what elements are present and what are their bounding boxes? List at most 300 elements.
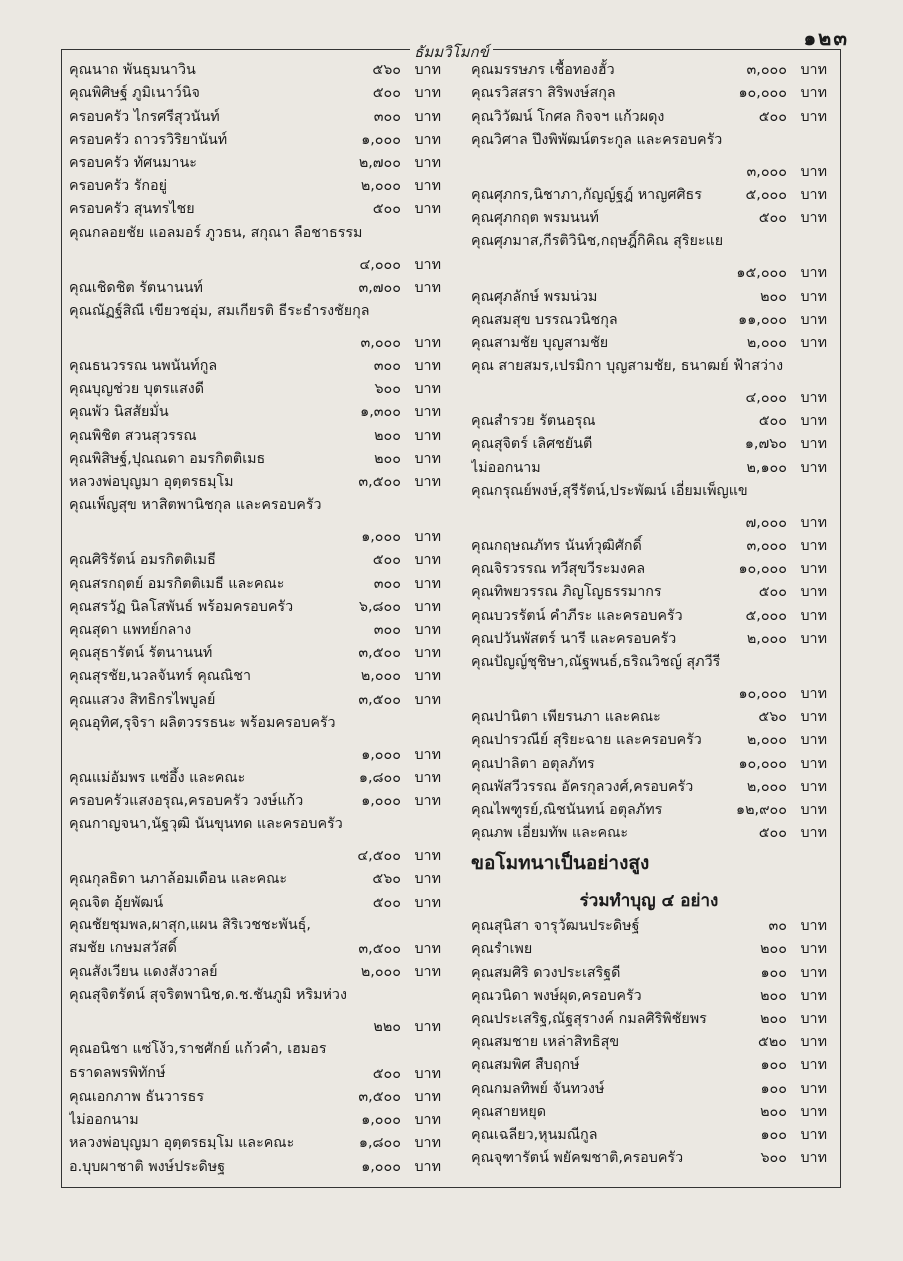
donor-name: ไม่ออกนาม <box>69 1112 139 1129</box>
donation-row <box>471 1053 827 1076</box>
currency-label: บาท <box>414 848 441 865</box>
donation-amount: ๖๐๐ <box>760 1150 787 1167</box>
donation-row <box>471 1076 827 1099</box>
donor-name: คุณเพ็ญสุข หาสิตพานิชกุล และครอบครัว <box>69 497 322 514</box>
currency-label: บาท <box>414 256 441 273</box>
currency-label: บาท <box>414 1158 441 1175</box>
currency-label: บาท <box>800 390 827 407</box>
donation-amount: ๓๐๐ <box>373 358 401 375</box>
donation-row <box>471 557 827 580</box>
donation-amount: ๓,๐๐๐ <box>746 163 787 180</box>
donor-name-line <box>69 493 441 516</box>
currency-label: บาท <box>800 778 827 795</box>
donor-name: คุณณัฏฐ์สิณี เขียวชอุ่ม, สมเกียรติ ธีระธำรงชัยกุล <box>69 302 370 319</box>
donation-amount: ๒,๐๐๐ <box>746 778 787 795</box>
donation-amount: ๒๐๐ <box>374 450 401 467</box>
donor-name: คุณสมสุข บรรณวนิชกุล <box>471 311 618 328</box>
currency-label: บาท <box>414 427 441 444</box>
donor-name: คุณกุลธิดา นภาล้อมเดือน และคณะ <box>69 871 288 888</box>
currency-label: บาท <box>800 1034 827 1051</box>
donation-row <box>471 960 827 983</box>
donation-amount-line <box>69 244 441 276</box>
donation-amount: ๕๐๐ <box>372 552 401 569</box>
currency-label: บาท <box>414 62 441 79</box>
donation-amount: ๕๐๐ <box>758 108 787 125</box>
donor-name: คุณสมพิศ สืบฤกษ์ <box>471 1057 580 1074</box>
currency-label: บาท <box>800 987 827 1004</box>
currency-label: บาท <box>800 413 827 430</box>
donation-row <box>471 627 827 650</box>
donor-name: คุณกลอยชัย แอลมอร์ ภูวธน, สกุณา ลือชาธรรม <box>69 224 363 241</box>
currency-label: บาท <box>414 668 441 685</box>
right-column <box>471 58 827 1169</box>
donation-amount: ๒,๐๐๐ <box>360 964 401 981</box>
donation-row <box>471 308 827 331</box>
donor-name: คุณสรกฤตย์ อมรกิตติเมธี และคณะ <box>69 575 285 592</box>
currency-label: บาท <box>414 964 441 981</box>
donor-name: ครอบครัว ไกรศรีสุวนันท์ <box>69 108 220 125</box>
donor-name: คุณเอกภาพ ธันวารธร <box>69 1088 205 1105</box>
currency-label: บาท <box>414 793 441 810</box>
currency-label: บาท <box>414 645 441 662</box>
donation-row <box>69 128 441 151</box>
donation-amount: ๑๐๐ <box>760 964 787 981</box>
donation-row <box>471 914 827 937</box>
donation-amount: ๑๑,๐๐๐ <box>738 311 787 328</box>
donation-amount: ๔,๕๐๐ <box>357 848 401 865</box>
donor-name: คุณเชิดชิต รัตนานนท์ <box>69 279 203 296</box>
donation-amount: ๒,๑๐๐ <box>746 459 787 476</box>
donor-name: คุณนาถ พันธุมนาวิน <box>69 62 196 79</box>
donation-row <box>69 548 441 571</box>
donation-amount: ๓,๐๐๐ <box>360 334 401 351</box>
donation-row <box>471 534 827 557</box>
donation-amount: ๓,๕๐๐ <box>358 941 401 958</box>
donor-name: ครอบครัวแสงอรุณ,ครอบครัว วงษ์แก้ว <box>69 793 304 810</box>
currency-label: บาท <box>800 1103 827 1120</box>
donation-amount: ๕๐๐ <box>372 894 401 911</box>
donor-name: คุณสุดา แพทย์กลาง <box>69 621 192 638</box>
currency-label: บาท <box>800 685 827 702</box>
donation-amount: ๒๒๐ <box>373 1019 401 1036</box>
donor-name: คุณไพฑูรย์,ณิชนันทน์ อตุลภัทร <box>471 801 663 818</box>
donor-name-line <box>471 128 827 151</box>
donation-amount: ๓๐๐ <box>373 575 401 592</box>
donation-row-multiline <box>69 1038 441 1084</box>
currency-label: บาท <box>800 709 827 726</box>
currency-label: บาท <box>414 598 441 615</box>
donation-row <box>69 104 441 127</box>
currency-label: บาท <box>414 404 441 421</box>
donation-amount: ๓๐๐ <box>373 108 401 125</box>
donation-amount: ๕๐๐ <box>372 201 401 218</box>
donation-row <box>69 400 441 423</box>
donor-name: คุณสำรวย รัตนอรุณ <box>471 413 596 430</box>
donation-row <box>471 775 827 798</box>
donation-amount-line <box>471 673 827 705</box>
donation-amount: ๒๐๐ <box>374 427 401 444</box>
donor-name: ครอบครัว รักอยู่ <box>69 178 168 195</box>
currency-label: บาท <box>800 538 827 554</box>
donation-row <box>69 470 441 493</box>
donation-amount: ๒๐๐ <box>760 987 787 1004</box>
donation-row <box>69 595 441 618</box>
donation-amount: ๓,๐๐๐ <box>746 62 787 79</box>
donation-amount: ๑๐๐ <box>760 1080 787 1097</box>
donation-row <box>471 81 827 104</box>
donation-amount: ๑,๗๖๐ <box>744 436 787 453</box>
donation-amount: ๑๐๐ <box>760 1126 787 1143</box>
currency-label: บาท <box>414 381 441 398</box>
donation-row <box>69 641 441 664</box>
currency-label: บาท <box>800 825 827 842</box>
donor-name-line <box>471 229 827 252</box>
currency-label: บาท <box>414 1088 441 1105</box>
donation-row <box>69 197 441 220</box>
donation-row <box>69 687 441 710</box>
donation-row <box>471 206 827 229</box>
donor-name-line <box>471 650 827 673</box>
donation-row <box>471 580 827 603</box>
donation-amount: ๕๖๐ <box>758 709 787 726</box>
donation-row <box>69 151 441 174</box>
donation-row <box>471 183 827 206</box>
donation-row <box>471 984 827 1007</box>
donation-row <box>69 766 441 789</box>
donor-name: คุณจุฑารัตน์ พยัคฆชาติ,ครอบครัว <box>471 1150 684 1167</box>
currency-label: บาท <box>800 584 827 601</box>
donation-amount: ๕๐๐ <box>372 85 401 102</box>
donation-row <box>471 1123 827 1146</box>
donation-row <box>69 1131 441 1154</box>
donor-name: คุณทิพยวรรณ ภิญโญธรรมากร <box>471 584 662 601</box>
donor-name: คุณวิศาล ปึงพิพัฒน์ตระกูล และครอบครัว <box>471 131 723 148</box>
donation-amount: ๕๖๐ <box>372 871 401 888</box>
donation-amount: ๕๐๐ <box>758 413 787 430</box>
currency-label: บาท <box>414 1065 441 1082</box>
donation-amount: ๕๐๐ <box>758 825 787 842</box>
currency-label: บาท <box>414 529 441 546</box>
donation-amount: ๕,๐๐๐ <box>745 186 787 203</box>
donor-name: คุณสมศิริ ดวงประเสริฐดี <box>471 964 621 981</box>
currency-label: บาท <box>800 108 827 125</box>
donor-name-line <box>69 220 441 243</box>
donor-name: คุณปารวณีย์ สุริยะฉาย และครอบครัว <box>471 732 702 749</box>
donation-row <box>471 1007 827 1030</box>
donation-row <box>471 705 827 728</box>
donation-amount: ๑,๘๐๐ <box>358 769 401 786</box>
donation-row <box>69 447 441 470</box>
donation-amount: ๑,๓๐๐ <box>360 404 401 421</box>
currency-label: บาท <box>414 201 441 218</box>
donation-amount-line <box>471 502 827 534</box>
donor-name: คุณอุทิศ,รุจิรา ผลิตวรรธนะ พร้อมครอบครัว <box>69 714 336 731</box>
donation-amount: ๕๖๐ <box>372 62 401 79</box>
currency-label: บาท <box>800 941 827 958</box>
donation-row <box>471 284 827 307</box>
donor-name-line <box>69 711 441 734</box>
donation-row <box>69 789 441 812</box>
currency-label: บาท <box>414 85 441 102</box>
donor-name: คุณศุภมาส,กีรติวินิช,กฤษฎิ์กิคิณ สุริยะแย <box>471 233 724 250</box>
donor-name: คุณสุรชัย,นวลจันทร์ คุณณิชา <box>69 668 252 685</box>
donor-name: คุณจิต อุ้ยพัฒน์ <box>69 894 164 911</box>
donation-row <box>69 867 441 890</box>
donor-name: คุณภพ เอี่ยมทัพ และคณะ <box>471 825 629 842</box>
donor-name: คุณบุญช่วย บุตรแสงดี <box>69 381 204 398</box>
donation-row <box>69 276 441 299</box>
donation-row <box>471 331 827 354</box>
donation-amount: ๗,๐๐๐ <box>745 514 787 531</box>
thanks-heading: ขอโมทนาเป็นอย่างสูง <box>471 852 650 875</box>
donation-amount-line <box>471 151 827 183</box>
donation-row-multiline <box>69 914 441 960</box>
page-number: ๑๒๓ <box>803 26 849 50</box>
header-title <box>0 40 903 64</box>
currency-label: บาท <box>414 334 441 351</box>
donor-name: คุณศิริรัตน์ อมรกิตติเมธี <box>69 552 216 569</box>
currency-label: บาท <box>800 210 827 227</box>
currency-label: บาท <box>414 154 441 171</box>
currency-label: บาท <box>800 1057 827 1074</box>
donation-row <box>69 174 441 197</box>
donor-name: คุณสามชัย บุญสามชัย <box>471 334 609 351</box>
currency-label: บาท <box>800 918 827 935</box>
currency-label: บาท <box>800 311 827 328</box>
donor-name: อ.บุบผาชาติ พงษ์ประดิษฐ <box>69 1158 226 1175</box>
donation-amount: ๑๐,๐๐๐ <box>738 755 787 772</box>
donation-row <box>69 571 441 594</box>
donation-amount: ๑,๐๐๐ <box>361 793 401 810</box>
currency-label: บาท <box>800 801 827 818</box>
donation-amount: ๑๐,๐๐๐ <box>738 85 787 102</box>
currency-label: บาท <box>414 279 441 296</box>
donation-amount: ๕,๐๐๐ <box>745 607 787 624</box>
donor-name: คุณรวิสสรา สิริพงษ์สกุล <box>471 85 616 102</box>
donor-name: คุณจิรวรรณ ทวีสุขวีระมงคล <box>471 561 646 578</box>
donation-amount: ๖,๘๐๐ <box>358 598 401 615</box>
donor-name: คุณสังเวียน แดงสังวาลย์ <box>69 964 218 981</box>
currency-label: บาท <box>800 288 827 305</box>
currency-label: บาท <box>800 334 827 351</box>
donation-row <box>69 354 441 377</box>
currency-label: บาท <box>800 732 827 749</box>
donation-amount: ๒๐๐ <box>760 941 787 958</box>
donor-name: คุณแม่อัมพร แซ่อึ้ง และคณะ <box>69 769 246 786</box>
currency-label: บาท <box>414 871 441 888</box>
donation-row <box>471 432 827 455</box>
donation-amount: ๑,๐๐๐ <box>361 529 401 546</box>
currency-label: บาท <box>800 1011 827 1027</box>
donor-name: คุณกาญจนา,นัฐวุฒิ นันขุนทด และครอบครัว <box>69 816 343 833</box>
donor-name: คุณแสวง สิทธิกรไพบูลย์ <box>69 691 216 708</box>
currency-label: บาท <box>414 108 441 125</box>
donation-amount: ๑๐,๐๐๐ <box>738 685 787 702</box>
donation-amount: ๒๐๐ <box>760 288 787 305</box>
currency-label: บาท <box>800 163 827 180</box>
currency-label: บาท <box>800 1080 827 1097</box>
donation-row <box>471 1146 827 1169</box>
currency-label: บาท <box>800 607 827 624</box>
donor-name: คุณธนวรรณ นพนันท์กูล <box>69 358 218 375</box>
donor-name: คุณสุจิตรัตน์ สุจริตพานิช,ด.ช.ชันภูมิ หริมห่วง <box>69 987 347 1004</box>
currency-label: บาท <box>414 1112 441 1129</box>
donation-amount: ๓๐ <box>768 918 787 935</box>
donation-amount: ๑,๘๐๐ <box>358 1135 401 1152</box>
currency-label: บาท <box>800 62 827 79</box>
donor-name: คุณสุจิตร์ เลิศชยันตี <box>471 436 593 453</box>
donor-name: คุณศุภกฤต พรมนนท์ <box>471 210 599 227</box>
donor-name: คุณประเสริฐ,ณัฐสุรางค์ กมลศิริพิชัยพร <box>471 1011 707 1027</box>
donation-amount: ๔,๐๐๐ <box>745 390 787 407</box>
donation-row <box>471 104 827 127</box>
donation-amount: ๑,๐๐๐ <box>361 746 401 763</box>
donor-name: ครอบครัว สุนทรไชย <box>69 201 195 218</box>
donation-amount: ๓,๕๐๐ <box>358 474 401 490</box>
donation-amount: ๑๒,๙๐๐ <box>736 801 787 818</box>
donor-name: คุณวนิดา พงษ์ผุด,ครอบครัว <box>471 987 642 1004</box>
donation-row <box>69 960 441 983</box>
donation-amount: ๕๐๐ <box>758 210 787 227</box>
currency-label: บาท <box>414 1135 441 1152</box>
donation-row <box>471 1030 827 1053</box>
donor-name-line <box>69 983 441 1006</box>
donor-name: คุณเฉลียว,หุนมณีกูล <box>471 1126 598 1143</box>
donation-row <box>69 618 441 641</box>
donation-row <box>471 455 827 478</box>
donation-amount: ๑,๐๐๐ <box>361 1112 401 1129</box>
donation-amount: ๒,๐๐๐ <box>360 178 401 195</box>
donor-name: คุณปานิตา เพียรนภา และคณะ <box>471 709 661 726</box>
currency-label: บาท <box>414 358 441 375</box>
donor-name: คุณกฤษณภัทร นันท์วุฒิศักดิ์ <box>471 538 642 554</box>
donation-amount: ๖๐๐ <box>374 381 401 398</box>
currency-label: บาท <box>800 85 827 102</box>
donation-row <box>471 937 827 960</box>
donation-row <box>471 728 827 751</box>
currency-label: บาท <box>414 178 441 195</box>
donor-name: คุณสายหยุด <box>471 1103 547 1120</box>
currency-label: บาท <box>414 621 441 638</box>
donor-name: คุณชัยชุมพล,ผาสุก,แผน สิริเวชชะพันธุ์, สมชัย เกษมสวัสดิ์ <box>69 916 311 956</box>
currency-label: บาท <box>414 691 441 708</box>
donation-amount: ๕๒๐ <box>758 1034 787 1051</box>
donation-row <box>471 751 827 774</box>
donation-amount: ๒,๐๐๐ <box>746 732 787 749</box>
currency-label: บาท <box>800 630 827 647</box>
donor-name: คุณพิชิต สวนสุวรรณ <box>69 427 197 444</box>
currency-label: บาท <box>414 575 441 592</box>
donor-name: ครอบครัว ทัศนมานะ <box>69 154 197 171</box>
currency-label: บาท <box>414 131 441 148</box>
donation-amount: ๑๐,๐๐๐ <box>738 561 787 578</box>
donor-name-line <box>69 812 441 835</box>
donation-amount: ๑,๐๐๐ <box>361 1158 401 1175</box>
currency-label: บาท <box>800 755 827 772</box>
currency-label: บาท <box>800 186 827 203</box>
currency-label: บาท <box>800 265 827 282</box>
donor-name: คุณกรุณย์พงษ์,สุรีรัตน์,ประพัฒน์ เอี่ยมเพ็ญแข <box>471 482 748 499</box>
donor-name: คุณวิวัฒน์ โกศล กิจจฯ แก้วผดุง <box>471 108 665 125</box>
currency-label: บาท <box>414 941 441 958</box>
donor-name: คุณปัญญ์ชุชิษา,ณัฐพนธ์,ธริณวิชญ์ สุภวีรี <box>471 653 721 670</box>
donor-name: ไม่ออกนาม <box>471 459 541 476</box>
donation-amount-line <box>69 516 441 548</box>
donation-amount: ๓,๐๐๐ <box>746 538 787 554</box>
donation-row <box>69 1108 441 1131</box>
currency-label: บาท <box>800 561 827 578</box>
donor-name: คุณสุนิสา จารุวัฒนประดิษฐ์ <box>471 918 640 935</box>
donation-amount: ๓,๕๐๐ <box>358 691 401 708</box>
donor-name: คุณรำเพย <box>471 941 533 958</box>
donation-amount-line <box>69 1006 441 1038</box>
currency-label: บาท <box>414 552 441 569</box>
donation-amount: ๒,๐๐๐ <box>746 630 787 647</box>
donation-amount: ๒๐๐ <box>760 1103 787 1120</box>
header-title-text: ธัมมวิโมกข์ <box>410 43 493 61</box>
donation-amount: ๒,๗๐๐ <box>358 154 401 171</box>
donation-amount: ๓๐๐ <box>373 621 401 638</box>
donor-name: คุณสรวัฏ นิลโสพันธ์ พร้อมครอบครัว <box>69 598 294 615</box>
donor-name: คุณพัสวีวรรณ อัครกุลวงศ์,ครอบครัว <box>471 778 694 795</box>
donation-amount-line <box>69 322 441 354</box>
donor-name: คุณบวรรัตน์ คำภีระ และครอบครัว <box>471 607 683 624</box>
currency-label: บาท <box>800 436 827 453</box>
currency-label: บาท <box>414 450 441 467</box>
donor-name: คุณ สายสมร,เปรมิกา บุญสามชัย, ธนาฒย์ ฟ้าสว่าง <box>471 358 784 375</box>
donation-row <box>471 409 827 432</box>
donor-name: คุณพิสิษฐ์,ปุณณดา อมรกิตติเมธ <box>69 450 266 467</box>
donation-row <box>471 603 827 626</box>
donor-name: ครอบครัว ถาวรวิริยานันท์ <box>69 131 228 148</box>
currency-label: บาท <box>414 894 441 911</box>
donor-name: คุณปาลิตา อตุลภัทร <box>471 755 595 772</box>
donation-amount: ๑๕,๐๐๐ <box>736 265 787 282</box>
currency-label: บาท <box>800 459 827 476</box>
donation-amount-line <box>471 377 827 409</box>
donor-name-line <box>471 354 827 377</box>
currency-label: บาท <box>414 769 441 786</box>
donation-amount: ๓,๕๐๐ <box>358 645 401 662</box>
donor-name: คุณสมชาย เหล่าสิทธิสุข <box>471 1034 620 1051</box>
donor-name: หลวงพ่อบุญมา อุตฺตรธมฺโม <box>69 474 234 490</box>
donor-name-line <box>69 299 441 322</box>
donor-name: คุณกมลทิพย์ จันทวงษ์ <box>471 1080 605 1097</box>
donor-name: คุณอนิชา แซ่โง้ว,ราชศักย์ แก้วคำ, เฮมอร ธราดลพรพิทักษ์ <box>69 1041 327 1081</box>
currency-label: บาท <box>800 1150 827 1167</box>
currency-label: บาท <box>800 964 827 981</box>
donation-row <box>471 798 827 821</box>
currency-label: บาท <box>414 1019 441 1036</box>
donation-amount: ๕๐๐ <box>372 1065 401 1082</box>
donation-row <box>69 890 441 913</box>
section-heading: ร่วมทำบุญ ๔ อย่าง <box>579 891 719 912</box>
left-column <box>69 58 441 1178</box>
donation-row <box>471 821 827 844</box>
donation-amount: ๓,๗๐๐ <box>358 279 401 296</box>
donor-name: คุณพิศิษฐ์ ภูมิเนาว์นิจ <box>69 85 200 102</box>
donation-amount-line <box>69 734 441 766</box>
currency-label: บาท <box>414 746 441 763</box>
donor-name: หลวงพ่อบุญมา อุตฺตรธมฺโม และคณะ <box>69 1135 295 1152</box>
donor-name: คุณปวันพัสตร์ นารี และครอบครัว <box>471 630 677 647</box>
donation-amount: ๓,๕๐๐ <box>358 1088 401 1105</box>
donation-amount-line <box>471 252 827 284</box>
currency-label: บาท <box>800 514 827 531</box>
donation-amount-line <box>69 835 441 867</box>
donor-name: คุณศุภลักษ์ พรมน่วม <box>471 288 598 305</box>
donor-name: คุณสุธารัตน์ รัตนานนท์ <box>69 645 213 662</box>
